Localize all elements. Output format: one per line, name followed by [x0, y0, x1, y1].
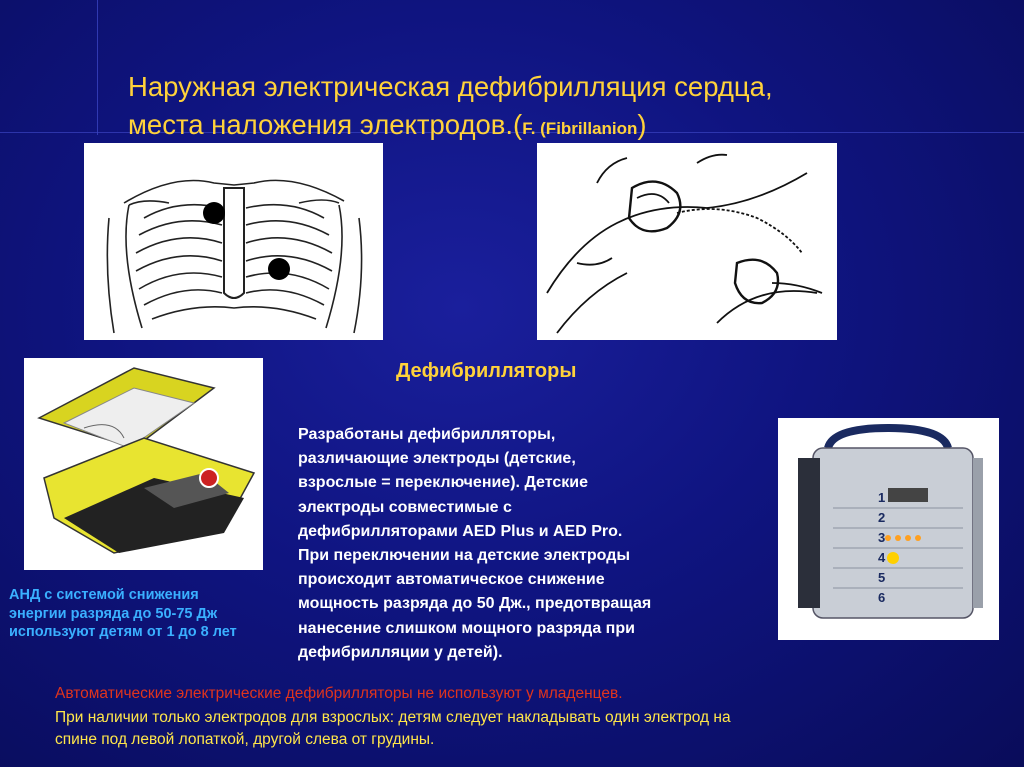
defibrillators-heading: Дефибрилляторы: [396, 360, 577, 382]
manual-defibrillator-image: [778, 418, 999, 640]
title-close-paren: ): [637, 109, 647, 140]
defibrillator-grey-illustration: [778, 418, 999, 640]
aed-device-image: [24, 358, 263, 570]
paddles-illustration: [537, 143, 837, 340]
title-latin-term: F. (Fibrillanion: [522, 119, 638, 138]
infant-warning: Автоматические электрические дефибрилляторы не используют у младенцев.: [55, 685, 623, 702]
description-line: происходит автоматическое снижение: [298, 571, 605, 589]
aed-caption-line: энергии разряда до 50-75 Дж: [9, 605, 218, 622]
aed-caption-line: используют детям от 1 до 8 лет: [9, 624, 237, 640]
aed-caption: [9, 586, 289, 642]
device-step-number: 1: [878, 490, 886, 505]
device-step-number: 2: [878, 510, 886, 525]
description-line: дефибрилляторами AED Plus и AED Pro.: [298, 522, 623, 540]
description-line: мощность разряда до 50 Дж., предотвращая: [298, 595, 652, 613]
title-line-2: [128, 106, 1008, 148]
device-step-number: 6: [878, 590, 886, 605]
paddles-on-patient-image: [537, 143, 837, 340]
electrode-position-right: [203, 202, 225, 224]
description-line: взрослые = переключение). Детские: [298, 474, 588, 492]
description-line: Разработаны дефибрилляторы,: [298, 426, 556, 443]
title-line-1: Наружная электрическая дефибрилляция сердца,: [128, 71, 773, 102]
aed-caption-line: АНД с системой снижения: [9, 587, 199, 603]
defibrillators-description: [298, 423, 768, 665]
aed-yellow-illustration: [24, 358, 263, 570]
description-line: дефибрилляции у детей).: [298, 643, 503, 661]
description-line: При переключении на детские электроды: [298, 547, 631, 565]
device-step-number: 3: [878, 530, 886, 545]
adult-electrodes-note-line: спине под левой лопаткой, другой слева от грудины.: [55, 731, 435, 748]
description-line: электроды совместимые с: [298, 498, 512, 516]
device-step-number: 4: [878, 550, 886, 565]
adult-electrodes-note: [55, 707, 731, 751]
adult-electrodes-note-line: При наличии только электродов для взрослых: детям следует накладывать один электрод на: [55, 709, 731, 726]
chest-electrodes-image: [84, 143, 383, 340]
decor-vertical-line: [97, 0, 98, 135]
slide-title: [128, 68, 1008, 148]
chest-ribcage-illustration: [84, 143, 383, 340]
device-step-number: 5: [878, 570, 886, 585]
description-line: различающие электроды (детские,: [298, 450, 576, 468]
title-line-2-text: места наложения электродов.(: [128, 109, 523, 140]
electrode-position-left: [268, 258, 290, 280]
description-line: нанесение слишком мощного разряда при: [298, 619, 635, 637]
